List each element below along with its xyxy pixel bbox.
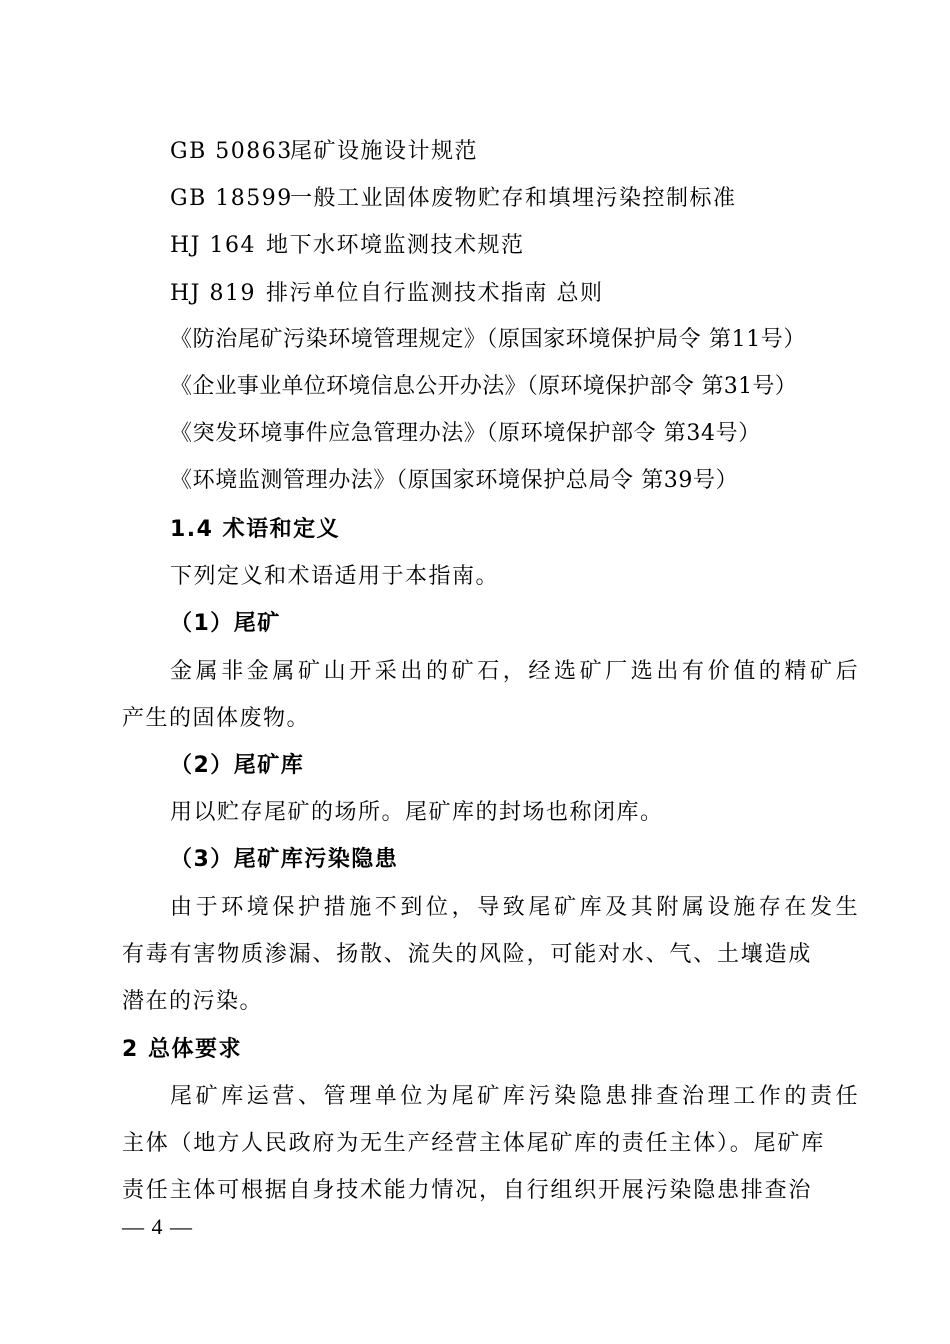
regulation-item: 《突发环境事件应急管理办法》（原环境保护部令 第34号） [170, 421, 761, 446]
standard-item [170, 279, 604, 309]
paragraph-line: 主体（地方人民政府为无生产经营主体尾矿库的责任主体）。尾矿库 [122, 1131, 826, 1156]
standard-code: GB 50863 [170, 139, 293, 164]
page-number: — 4 — [122, 1214, 193, 1239]
standard-item [170, 137, 478, 167]
paragraph-line: 潜在的污染。 [122, 989, 264, 1014]
section-heading: 2 总体要求 [122, 1037, 242, 1062]
paragraph-line: 产生的固体废物。 [122, 706, 311, 731]
term-heading: （1）尾矿 [170, 611, 281, 636]
standard-code: GB 18599 [170, 186, 293, 211]
standard-title: 尾矿设施设计规范 [290, 139, 479, 164]
standard-item [170, 231, 525, 261]
standard-title: 一般工业固体废物贮存和填埋污染控制标准 [290, 186, 737, 211]
paragraph-line: 有毒有害物质渗漏、扬散、流失的风险，可能对水、气、土壤造成 [122, 942, 813, 967]
term-heading: （2）尾矿库 [170, 753, 305, 778]
regulation-item: 《环境监测管理办法》（原国家环境保护总局令 第39号） [170, 468, 739, 493]
paragraph-line: 下列定义和术语适用于本指南。 [170, 564, 500, 589]
regulation-item: 《企业事业单位环境信息公开办法》（原环境保护部令 第31号） [170, 374, 797, 399]
paragraph-line: 金属非金属矿山开采出的矿石，经选矿厂选出有价值的精矿后 [170, 659, 862, 684]
term-heading: （3）尾矿库污染隐患 [170, 847, 399, 872]
standard-item [170, 184, 737, 214]
paragraph-line: 责任主体可根据自身技术能力情况，自行组织开展污染隐患排查治 [122, 1178, 813, 1203]
standard-code: HJ 164 [170, 233, 256, 258]
paragraph-line: 用以贮存尾矿的场所。尾矿库的封场也称闭库。 [170, 800, 664, 825]
paragraph-line: 尾矿库运营、管理单位为尾矿库污染隐患排查治理工作的责任 [170, 1084, 862, 1109]
section-heading: 1.4 术语和定义 [170, 517, 341, 542]
paragraph-line: 由于环境保护措施不到位，导致尾矿库及其附属设施存在发生 [170, 895, 862, 920]
regulation-item: 《防治尾矿污染环境管理规定》（原国家环境保护局令 第11号） [170, 327, 806, 352]
standard-title: 地下水环境监测技术规范 [266, 233, 525, 258]
standard-title: 排污单位自行监测技术指南 总则 [266, 281, 604, 306]
standard-code: HJ 819 [170, 281, 256, 306]
